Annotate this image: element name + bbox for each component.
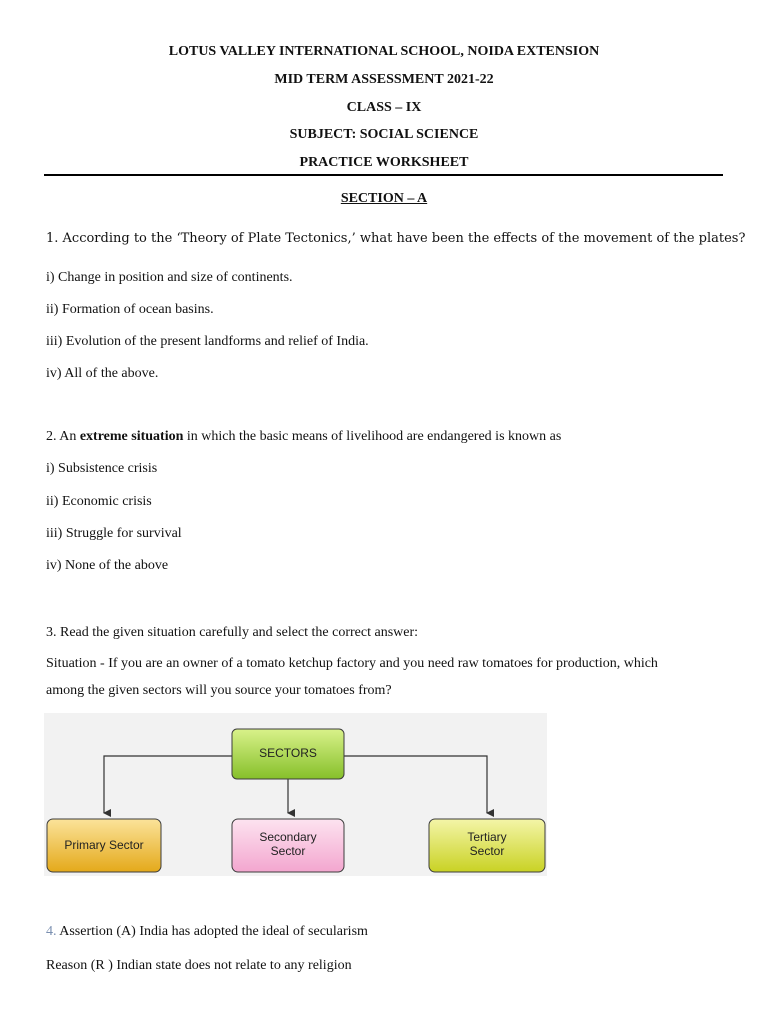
question-4-assertion (46, 924, 368, 940)
exam-title: MID TERM ASSESSMENT 2021-22 (274, 72, 494, 87)
sectors-label: SECTORS (259, 746, 317, 760)
q2-option-2: ii) Economic crisis (46, 494, 152, 509)
q4-number: 4. (46, 924, 57, 939)
worksheet-title: PRACTICE WORKSHEET (299, 155, 469, 170)
q1-option-1: i) Change in position and size of continents. (46, 270, 293, 285)
q2-option-3: iii) Struggle for survival (46, 526, 182, 541)
q2-bold: extreme situation (79, 429, 184, 444)
question-3: 3. Read the given situation carefully and select the correct answer: (46, 625, 419, 640)
class-label: CLASS – IX (346, 100, 422, 115)
q1-option-2: ii) Formation of ocean basins. (46, 302, 214, 317)
q3-situation-line-2: among the given sectors will you source your tomatoes from? (46, 683, 392, 698)
q2-prefix: 2. An (46, 429, 80, 444)
question-1: 1. According to the ‘Theory of Plate Tectonics,’ what have been the effects of the movement of the plates? (46, 231, 746, 246)
sectors-diagram (44, 713, 547, 876)
q1-option-3: iii) Evolution of the present landforms and relief of India. (46, 334, 369, 349)
q2-suffix: in which the basic means of livelihood are endangered is known as (183, 429, 562, 444)
q2-option-4: iv) None of the above (46, 558, 169, 573)
tertiary-sector-label-line-2: Sector (469, 844, 505, 858)
q1-option-4: iv) All of the above. (46, 366, 159, 381)
section-heading (0, 191, 768, 207)
q4-assertion-text: Assertion (A) India has adopted the ideal of secularism (56, 924, 368, 939)
primary-sector-label: Primary Sector (64, 838, 144, 852)
school-name: LOTUS VALLEY INTERNATIONAL SCHOOL, NOIDA EXTENSION (168, 44, 600, 59)
tertiary-sector-label-line-1: Tertiary (467, 830, 507, 844)
question-2 (46, 429, 561, 445)
secondary-sector-label-line-2: Sector (270, 844, 306, 858)
header-divider (44, 174, 723, 176)
section-title: SECTION – A (340, 191, 428, 206)
q3-situation-line-1: Situation - If you are an owner of a tomato ketchup factory and you need raw tomatoes for production, which (46, 656, 658, 671)
secondary-sector-label-line-1: Secondary (259, 830, 317, 844)
q2-option-1: i) Subsistence crisis (46, 461, 158, 476)
subject-label: SUBJECT: SOCIAL SCIENCE (289, 127, 479, 142)
question-4-reason: Reason (R ) Indian state does not relate to any religion (46, 958, 352, 973)
